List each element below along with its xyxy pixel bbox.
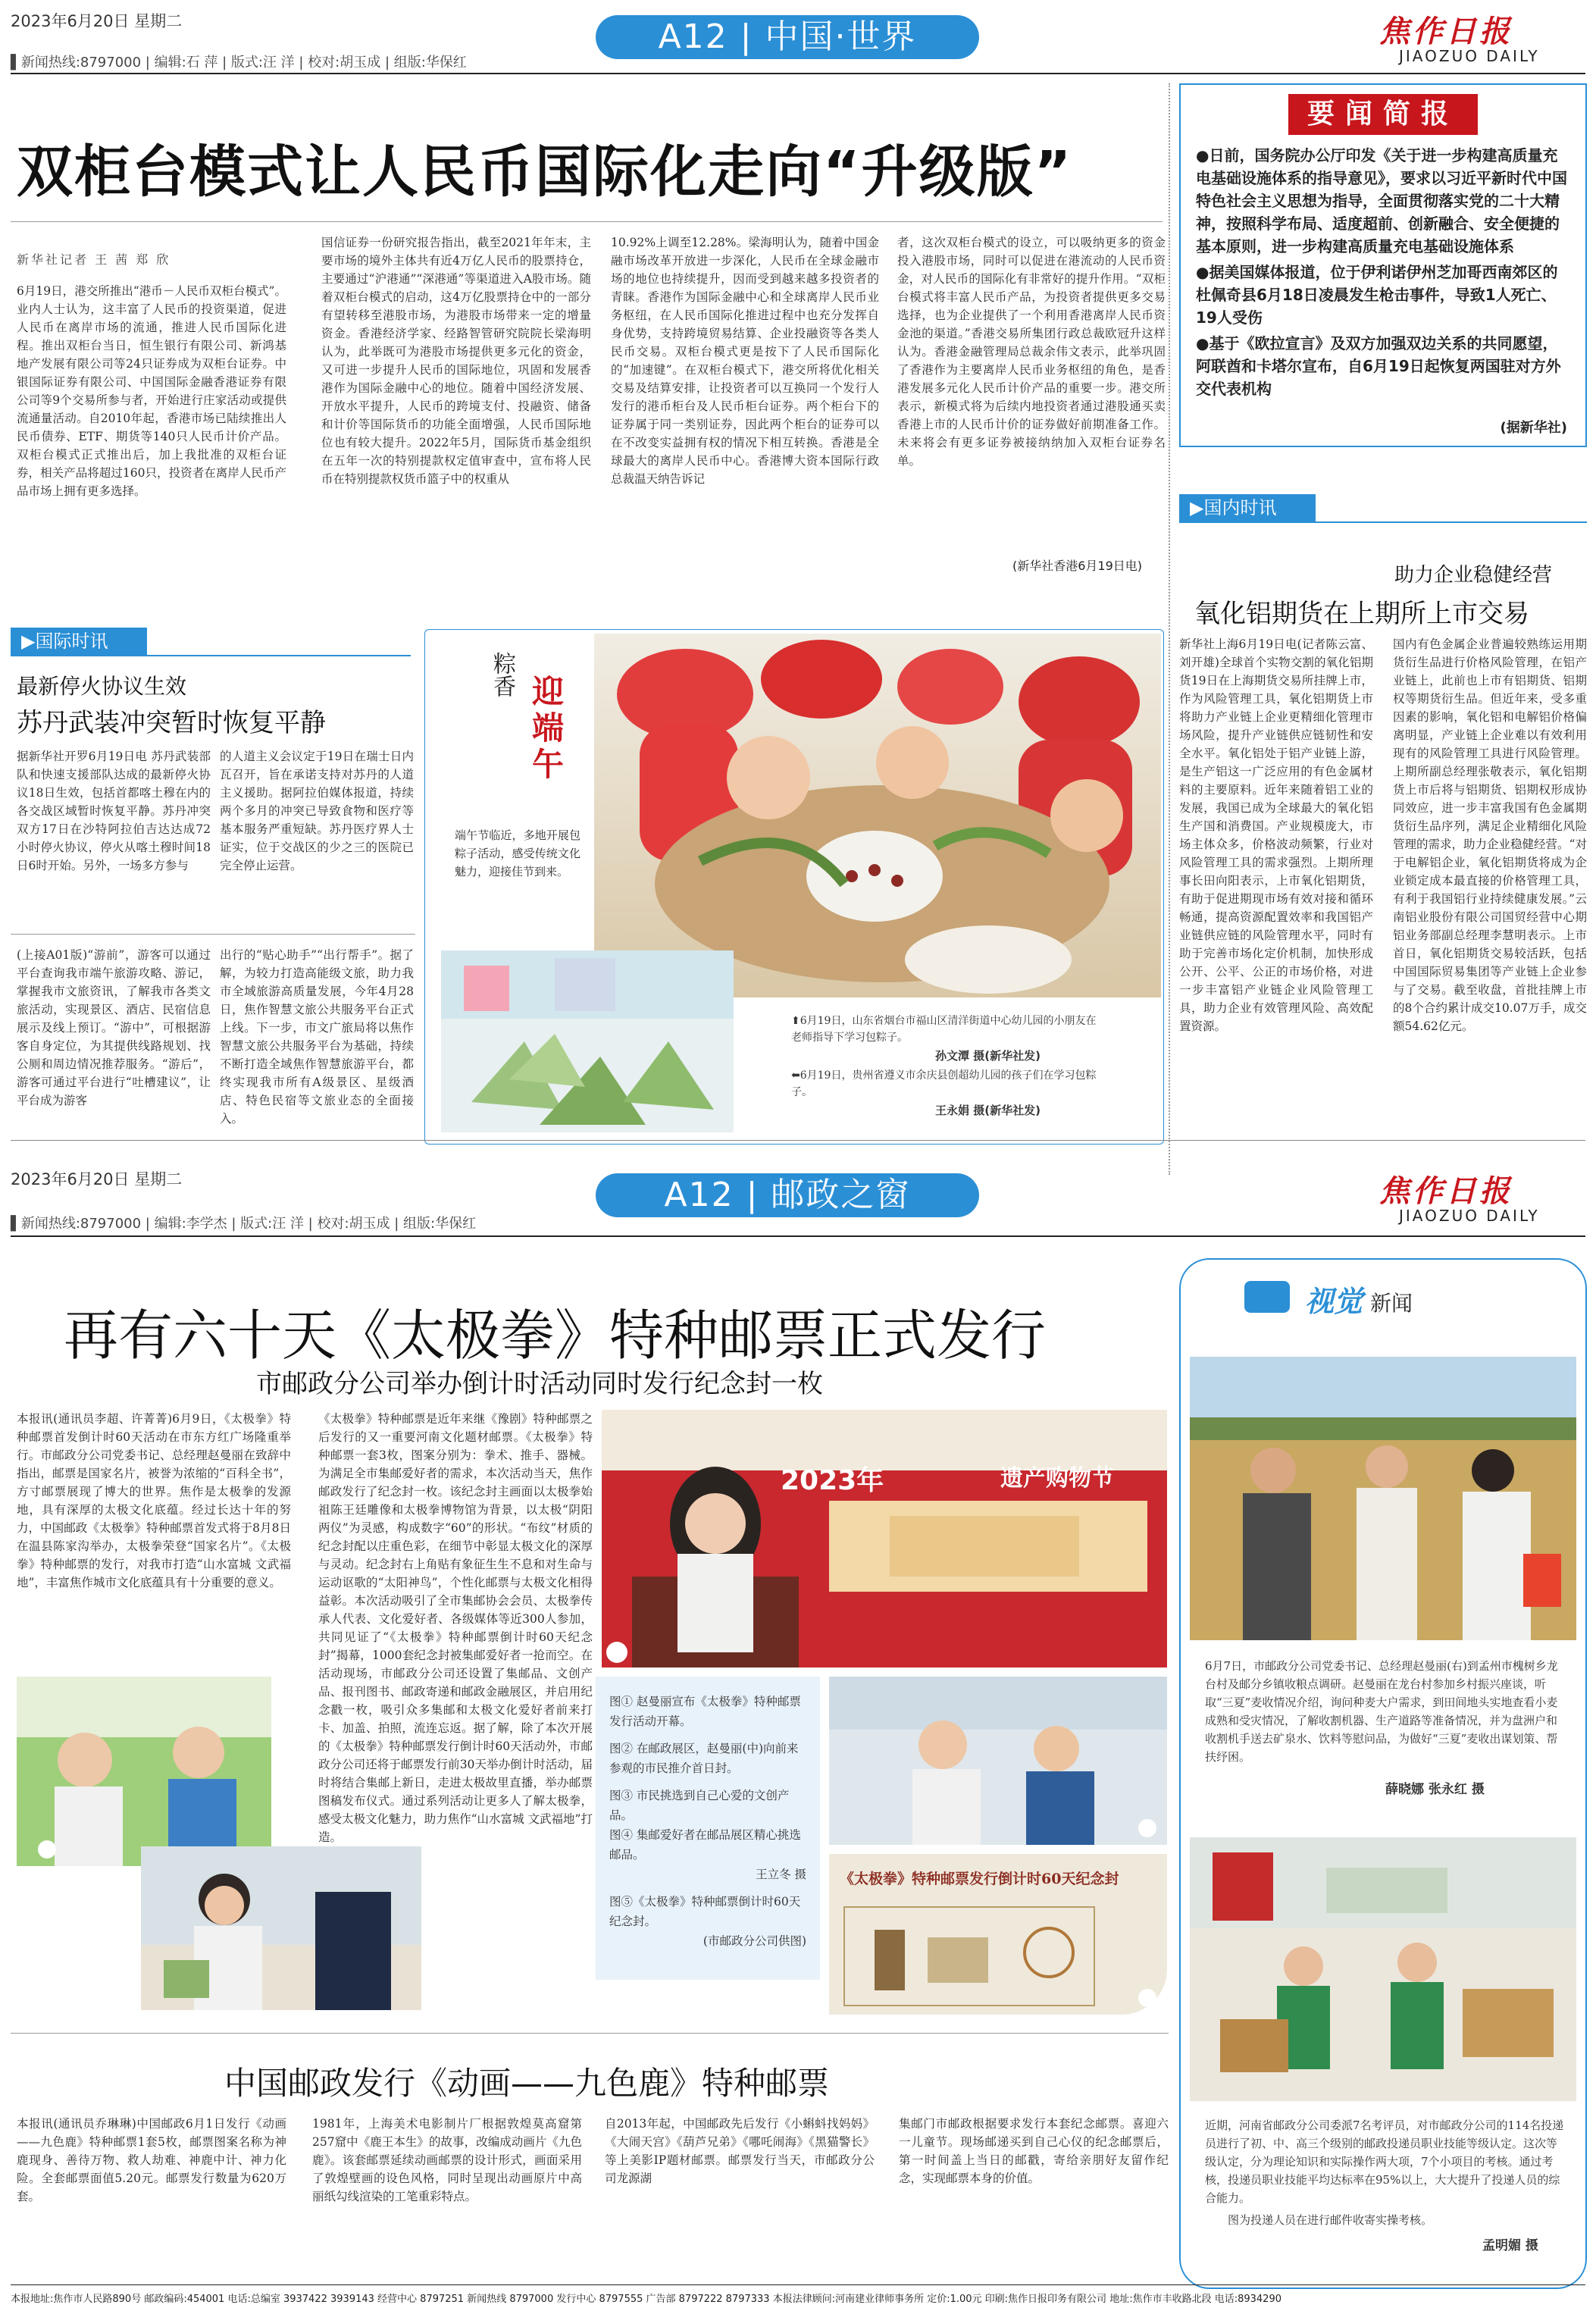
stamp-event-banner-text: 2023年 <box>781 1465 884 1496</box>
page2-headline: 再有六十天《太极拳》特种邮票正式发行 <box>64 1304 1047 1367</box>
page1-lead-col-3: 10.92%上调至12.28%。梁海明认为，随着中国金融市场改革开放进一步深化，人民币在全球金融市场的地位也持续提升，因而受到越来越多投资者的青睐。香港作为国际金融中心和全球离岸人民币业务枢纽，在人民币国际化推进过程中也充分发挥自身优势，支持跨境贸易结算、企业投融资等各类人民币交易。双柜台模式更是按下了人民币国际化的“加速键”。在双柜台模式下，港交所将优化相关交易及结算安排，让投资者可以互换同一个发行人发行的港币柜台及人民币柜台证券。两个柜台下的证券属于同一类别证券，因此两个柜台的证券可以在不改变实益拥有权的情况下相互转换。香港是全球最大的离岸人民币中心。香港博大资本国际行政总裁温天纳告诉记 <box>611 236 879 486</box>
stamp-event-image <box>602 1410 1167 1667</box>
feature-title: 迎端午 <box>527 675 565 784</box>
feature-credit-1: 孙文潭 摄(新华社发) <box>935 1049 1041 1063</box>
deer-top-rule <box>11 2033 1169 2034</box>
page1-top-rule <box>11 73 1585 74</box>
page-split-rule <box>11 1140 1585 1141</box>
page1-info-bar: ▌新闻热线:8797000 | 编辑:石 萍 | 版式:汪 洋 | 校对:胡玉成 | 组版:华保红 <box>11 55 467 70</box>
page2-info-bar: ▌新闻热线:8797000 | 编辑:李学杰 | 版式:汪 洋 | 校对:胡玉成 | 组版:华保红 <box>11 1216 477 1232</box>
visual-title2: 新闻 <box>1370 1291 1413 1316</box>
domestic-tag: ▶国内时讯 <box>1179 494 1316 521</box>
photo-note-5: 图⑤《太极拳》特种邮票倒计时60天纪念封。 <box>609 1895 801 1928</box>
domestic-col-2: 国内有色金属企业普遍较熟练运用期货衍生品进行价格风险管理，在铝产业链上，此前也上市有铝期货、铝期权等期货衍生品。但近年来，受多重因素的影响，氧化铝和电解铝价格偏离明显，产业链上企业难以有效利用现有的风险管理工具进行风险管理。上期所副总经理张敬表示，氧化铝期货上市后将与铝期货、铝期权形成协同效应，进一步丰富我国有色金属期货衍生品序列，满足企业精细化风险管理的需求，助力企业稳健经营。“对于电解铝企业，氧化铝期货将成为企业锁定成本最直接的价格管理工具，有利于我国铝行业持续健康发展。”云南铝业股份有限公司国贸经营中心期铝业务部副总经理李慧明表示。上市首日，氧化铝期货交易较活跃，包括中国国际贸易集团等产业链上企业参与了交易。截至收盘，首批挂牌上市的8个合约累计成交10.07万手，成交额54.62亿元。 <box>1393 637 1587 1033</box>
feature-caption-2: ⬅6月19日，贵州省遵义市余庆县创超幼儿园的孩子们在学习包粽子。 <box>791 1069 1097 1098</box>
stamp-event-photo <box>602 1410 1167 1667</box>
cover-image <box>829 1854 1167 2015</box>
domestic-kicker: 助力企业稳健经营 <box>1394 564 1553 587</box>
visual-caption-2: 近期，河南省邮政分公司委派7名考评员，对市邮政分公司的114名投递员进行了初、中、高三个级别的邮政投递员职业技能等级认定。这次等级认定，分为理论知识和实际操作两大项，7个小项目的考核。通过考核，投递员职业技能平均达标率在95%以上，大大提升了投递人员的综合能力。 <box>1205 2118 1564 2205</box>
stamp-col-2: 《太极拳》特种邮票是近年来继《豫剧》特种邮票之后发行的又一重要河南文化题材邮票。《太极拳》特种邮票一套3枚，图案分别为：拳术、推手、器械。为满足全市集邮爱好者的需求，本次活动当天，焦作邮政发行了纪念封一枚。该纪念封主画面以太极拳始祖陈王廷雕像和太极拳博物馆为背景，以太极“阴阳两仪”为灵感，构成数字“60”的形状。“布纹”材质的纪念封配以庄重色彩，在细节中彰显太极文化的深厚与灵动。纪念封右上角贴有象征生生不息和对生命与运动讴歌的“太阳神鸟”，个性化邮票与太极文化相得益彰。本次活动吸引了全市集邮协会会员、太极拳传承人代表、文化爱好者、各级媒体等近300人参加，共同见证了“《太极拳》特种邮票倒计时60天纪念封”揭幕，1000套纪念封被集邮爱好者一抢而空。在活动现场，市邮政分公司还设置了集邮品、文创产品、报刊图书、邮政寄递和邮政金融展区，并启用纪念戳一枚，吸引众多集邮和太极文化爱好者前来打卡、加盖、拍照，流连忘返。据了解，除了本次开展的《太极拳》特种邮票发行倒计时60天活动外，市邮政分公司还将于邮票发行前30天举办倒计时活动，届时将结合集邮上新日，走进太极故里直播，举办邮票图稿发布仪式。通过系列活动让更多人了解太极拳，感受太极文化魅力，助力焦作“山水富城 文武福地”打造。 <box>318 1412 593 1844</box>
page2-logo: 焦作日报 <box>1379 1173 1513 1209</box>
deer-title: 中国邮政发行《动画——九色鹿》特种邮票 <box>224 2065 830 2102</box>
page1-headline-rule <box>11 221 1163 222</box>
page1-byline: 新华社记者 王 茜 郑 欣 <box>17 252 171 267</box>
page1-date: 2023年6月20日 星期二 <box>11 12 183 30</box>
tourism-col-1: (上接A01版)“游前”，游客可以通过平台查询我市端午旅游攻略、游记，掌握我市文旅资讯，了解我市各类文旅活动，实现景区、酒店、民宿信息展示及线上预订。“游中”，可根据游客自身定位，为其提供线路规划、找公厕和周边情况推荐服务。“游后”，游客可通过平台进行“吐槽建议”，让平台成为游客 <box>17 948 211 1107</box>
visual-credit-2: 孟明媚 摄 <box>1482 2238 1538 2253</box>
page2-date: 2023年6月20日 星期二 <box>11 1170 183 1188</box>
exam-room-photo <box>1190 1837 1576 2101</box>
photo-4 <box>141 1846 421 2010</box>
footer-info: 本报地址:焦作市人民路890号 邮政编码:454001 电话:总编室 3937422 3939143 经营中心 8797251 新闻热线 8797000 发行中心 8797555 广告部 8797222 8797333 本报法律顾问:河南建业律师事务所 定价:1.00元 印刷:焦作日报印务有限公司 地址:焦作市丰收路北段 电话:8934290 <box>11 2294 1281 2305</box>
cover-title: 《太极拳》特种邮票发行倒计时60天纪念封 <box>840 1871 1119 1887</box>
deer-col-2: 1981年，上海美术电影制片厂根据敦煌莫高窟第257窟中《鹿王本生》的故事，改编成动画片《九色鹿》。该套邮票延续动画邮票的设计形式，画面采用了敦煌壁画的设色风格，同时呈现出动画原片中高丽纸勾线渲染的工笔重彩特点。 <box>312 2117 582 2203</box>
stamp-col-2b <box>429 1683 593 2016</box>
page1-logo: 焦作日报 <box>1379 14 1513 49</box>
footer-rule <box>11 2284 1585 2285</box>
domestic-title: 氧化铝期货在上期所上市交易 <box>1194 599 1529 629</box>
brief-item-1: ●日前，国务院办公厅印发《关于进一步构建高质量充电基础设施体系的指导意见》，要求以习近平新时代中国特色社会主义思想为指导，全面贯彻落实党的二十大精神，按照科学布局、适度超前、创新融合、安全便捷的基本原则，进一步构建高质量充电基础设施体系 <box>1196 146 1567 255</box>
page2-logo-en: JIAOZUO DAILY <box>1399 1207 1540 1225</box>
intl-bottom-rule <box>11 934 415 935</box>
wheat-field-photo <box>1190 1357 1576 1640</box>
feature-label: 粽香 <box>489 652 515 697</box>
visual-photo-2 <box>1190 1837 1576 2101</box>
page1-lead-col-2: 国信证券一份研究报告指出，截至2021年年末，主要市场的境外主体共有近4万亿人民币的股票持仓，主要通过“沪港通”“深港通”等渠道进入A股市场。随着双柜台模式的启动，这4万亿股票持仓中的一部分有望转移至港股市场，为港股市场带来一定的增量资金。香港经济学家、经路智管研究院院长梁海明认为，此举既可为港股市场提供更多元化的资金，又可进一步提升人民币的国际地位，巩固和发展香港作为国际金融中心的地位。随着中国经济发展、开放水平提升，人民币的跨境支付、投融资、储备和计价等国际货币的功能全面增强，人民币国际地位也有较大提升。2022年5月，国际货币基金组织在五年一次的特别提款权定值审查中，宣布将人民币在特别提款权货币篮子中的权重从 <box>321 236 591 486</box>
deer-col-1: 本报讯(通讯员乔琳琳)中国邮政6月1日发行《动画——九色鹿》特种邮票1套5枚，邮票图案名称为神鹿现身、善待万物、救人劫难、神鹿中计、神力化险。全套邮票面值5.20元。邮票发行数量为620万套。 <box>17 2117 286 2203</box>
intl-kicker: 最新停火协议生效 <box>17 674 187 699</box>
brief-item-3: ●基于《欧拉宣言》及双方加强双边关系的共同愿望，阿联酋和卡塔尔宣布，自6月19日起恢复两国驻对方外交代表机构 <box>1196 334 1561 398</box>
brief-title: 要闻简报 <box>1288 94 1478 135</box>
page1-lead-col-4: 者，这次双柜台模式的设立，可以吸纳更多的资金投入港股市场，同时可以促进在港流动的人民币资金，对人民币的国际化有非常好的提升作用。“双柜台模式将丰富人民币产品，为投资者提供更多交易选择，也为企业提供了一个利用香港离岸人民币资金池的渠道。”香港交易所集团行政总裁欧冠升这样认为。香港金融管理局总裁余伟文表示，此举巩固了香港作为主要离岸人民币业务枢纽的角色，是香港发展多元化人民币计价产品的重要一步。港交所表示，新模式将为后续内地投资者通过港股通买卖香港上市的人民币计价的证券做好前期准备工作。未来将会有更多证券被接纳纳加入双柜台证券名单。 <box>897 236 1166 468</box>
photo-notes-box <box>596 1677 820 1980</box>
deer-col-3: 自2013年起，中国邮政先后发行《小蝌蚪找妈妈》《大闹天宫》《葫芦兄弟》《哪吒闹海》《黑猫警长》等上美影IP题材邮票。邮票发行当天，市邮政分公司龙源湖 <box>605 2117 875 2185</box>
photo-note-4: 图④ 集邮爱好者在邮品展区精心挑选邮品。 <box>609 1828 801 1862</box>
brief-source: (据新华社) <box>1500 420 1567 436</box>
intl-col-1: 据新华社开罗6月19日电 苏丹武装部队和快速支援部队达成的最新停火协议18日生效，包括首都喀土穆在内的各交战区域暂时恢复平静。苏丹冲突双方17日在沙特阿拉伯吉达达成72小时停火协议，停火从喀土穆时间18日6时开始。另外，一场多方参与 <box>17 750 211 872</box>
photo-3-image <box>17 1677 271 1866</box>
feature-text: 端午节临近，多地开展包粽子活动，感受传统文化魅力，迎接佳节到来。 <box>455 828 581 878</box>
photo-4-image <box>141 1846 421 2010</box>
photo-note-credit: 王立冬 摄 <box>756 1868 806 1881</box>
page1-divider <box>1169 83 1170 1175</box>
photo-note-source: (市邮政分公司供图) <box>703 1934 806 1948</box>
page2-top-rule <box>11 1235 1585 1237</box>
photo-note-3: 图③ 市民挑选到自己心爱的文创产品。 <box>609 1789 790 1822</box>
intl-col-2: 的人道主义会议定于19日在瑞士日内瓦召开，旨在承诺支持对苏丹的人道主义援助。据阿拉伯媒体报道，持续两个多月的冲突已导致食物和医疗等基本服务严重短缺。苏丹医疗界人士证实，位于交战区的少之三的医院已完全停止运营。 <box>220 750 414 872</box>
intl-title: 苏丹武装冲突暂时恢复平静 <box>17 708 326 738</box>
visual-credit-1: 薛晓娜 张永红 摄 <box>1385 1782 1485 1797</box>
tourism-col-2: 出行的“贴心助手”“出行帮手”。据了解，为较力打造高能级文旅，助力我市全域旅游高质量发展，今年4月28日，焦作智慧文旅公共服务平台正式上线。下一步，市文广旅局将以焦作智慧文旅公共服务平台为基础，持续不断打造全域焦作智慧旅游平台，都终实现我市所有A级景区、星级酒店、特色民宿等文旅业态的全面接入。 <box>220 948 414 1126</box>
visual-photo-1 <box>1190 1357 1576 1640</box>
page1-headline: 双柜台模式让人民币国际化走向“升级版” <box>17 139 1073 205</box>
page1-lead-col-1: 6月19日，港交所推出“港币－人民币双柜台模式”。业内人士认为，这丰富了人民币的投资渠道，促进人民币在离岸市场的流通，推进人民币国际化进程。推出双柜台当日，恒生银行有限公司、新鸿基地产发展有限公司等24只证券成为双柜台证券。中银国际证券有限公司、中国国际金融香港证券有限公司等9个交易所参与者，开始进行庄家活动或提供流通量活动。自2010年起，香港市场已陆续推出人民币债券、ETF、期货等140只人民币计价产品。双柜台模式正式推出后，加上我批准的双柜台证券，相关产品将超过160只，投资者在离岸人民币产品市场上拥有更多选择。 <box>17 284 286 498</box>
page1-dateline-end: (新华社香港6月19日电) <box>1012 559 1143 573</box>
deer-col-4: 集邮门市邮政根据要求发行本套纪念邮票。喜迎六一儿童节。现场邮递买到自己心仪的纪念邮票后，第一时间盖上当日的邮戳，寄给亲朋好友留作纪念，实现邮票本身的价值。 <box>899 2117 1169 2185</box>
visual-caption-3: 图为投递人员在进行邮件收寄实操考核。 <box>1228 2213 1433 2227</box>
intl-tag: ▶国际时讯 <box>11 628 147 655</box>
camera-icon <box>1244 1281 1290 1313</box>
brief-box <box>1179 83 1587 447</box>
dumpling-kids-photo <box>594 634 1161 997</box>
page1-section-banner: A12 | 中国·世界 <box>596 15 979 59</box>
photo-5 <box>829 1854 1167 2015</box>
stamp-event-banner-text2: 遗产购物节 <box>1000 1465 1114 1492</box>
visual-caption-1: 6月7日，市邮政分公司党委书记、总经理赵曼丽(右)到孟州市槐树乡龙台村及邮分乡镇收粮点调研。赵曼丽在龙台村参加乡村振兴座谈，听取“三夏”麦收情况介绍，询问种麦大户需求，到田间地头实地查看小麦成熟和受灾情况，了解收割机器、生产道路等准备情况，并为盘洲户和收割机手送去矿泉水、饮料等慰问品，为做好“三夏”麦收出谋划策、帮扶纾困。 <box>1205 1659 1558 1764</box>
stamp-col-1: 本报讯(通讯员李超、许菁菁)6月9日，《太极拳》特种邮票首发倒计时60天活动在市东方红广场隆重举行。市邮政分公司党委书记、总经理赵曼丽在致辞中指出，邮票是国家名片，被誉为浓缩的“百科全书”，方寸邮票展现了博大的世界。焦作是太极拳的发源地，具有深厚的太极文化底蕴。经过长达十年的努力，中国邮政《太极拳》特种邮票首发式将于8月8日在温县陈家沟举办，太极拳荣登“国家名片”。《太极拳》特种邮票的发行，对我市打造“山水富城 文武福地”，丰富焦作城市文化底蕴具有十分重要的意义。 <box>17 1412 291 1589</box>
feature-credit-2: 王永娟 摄(新华社发) <box>935 1104 1041 1117</box>
page1-logo-en: JIAOZUO DAILY <box>1399 47 1540 65</box>
feature-photo-small <box>441 950 734 1132</box>
page2-subhead: 市邮政分公司举办倒计时活动同时发行纪念封一枚 <box>256 1369 823 1399</box>
photo-note-2: 图② 在邮政展区，赵曼丽(中)向前来参观的市民推介首日封。 <box>609 1742 799 1775</box>
visual-title: 视觉 <box>1305 1285 1363 1318</box>
domestic-col-1: 新华社上海6月19日电(记者陈云富、刘开雄)全球首个实物交割的氧化铝期货19日在上海期货交易所挂牌上市，作为风险管理工具，氧化铝期货上市将助力产业链上企业更精细化管理市场风险，提升产业链供应链韧性和安全水平。氧化铝处于铝产业链上游，是生产铝这一广泛应用的有色金属材料的主要原料。近年来随着铝工业的发展，我国已成为全球最大的氧化铝生产国和消费国。产业规模庞大，市场主体众多，价格波动频繁，行业对风险管理工具的需求强烈。上期所理事长田向阳表示，上市氧化铝期货，有助于促进期现市场有效对接和循环畅通，提高资源配置效率和我国铝产业链供应链的风险管理水平，同时有助于完善市场化定价机制，加快形成公开、公平、公正的市场价格，对进一步丰富铝产业链企业风险管理工具，助力企业有效管理风险、高效配置资源。 <box>1179 637 1373 1033</box>
zongzi-photo <box>441 950 734 1132</box>
intl-tag-line <box>11 628 411 656</box>
photo-2-image <box>829 1677 1167 1845</box>
photo-2 <box>829 1677 1167 1845</box>
domestic-tag-line <box>1179 494 1587 523</box>
brief-item-2: ●据美国媒体报道，位于伊利诺伊州芝加哥西南郊区的杜佩奇县6月18日凌晨发生枪击事件，导致1人死亡、19人受伤 <box>1196 263 1558 327</box>
photo-note-1: 图① 赵曼丽宣布《太极拳》特种邮票发行活动开幕。 <box>609 1695 801 1728</box>
feature-caption-1: ⬆6月19日，山东省烟台市福山区清洋街道中心幼儿园的小朋友在老师指导下学习包粽子。 <box>791 1015 1097 1044</box>
photo-3 <box>17 1677 271 1866</box>
feature-photo-main <box>594 634 1161 997</box>
page2-section-banner: A12 | 邮政之窗 <box>596 1173 979 1217</box>
